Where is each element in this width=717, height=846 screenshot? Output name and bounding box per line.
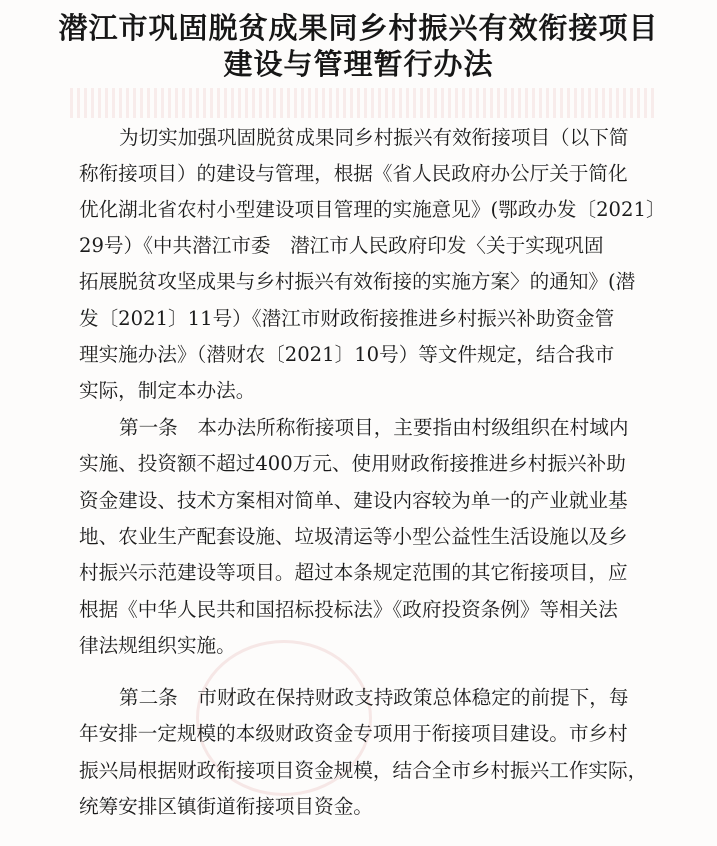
article-2-line: 第二条 市财政在保持财政支持政策总体稳定的前提下，每 xyxy=(119,686,629,709)
body-line: 发〔2021〕11号）《潜江市财政衔接推进乡村振兴补助资金管 xyxy=(79,307,615,330)
article-2-line: 统筹安排区镇街道衔接项目资金。 xyxy=(79,795,373,818)
body-line: 拓展脱贫攻坚成果与乡村振兴有效衔接的实施方案〉的通知》(潜 xyxy=(79,270,636,293)
document-title-line-2: 建设与管理暂行办法 xyxy=(223,47,494,81)
article-1-line: 实施、投资额不超过400万元、使用财政衔接推进乡村振兴补助 xyxy=(79,452,626,475)
article-2-line: 振兴局根据财政衔接项目资金规模，结合全市乡村振兴工作实际， xyxy=(79,759,648,782)
document-title-line-1: 潜江市巩固脱贫成果同乡村振兴有效衔接项目 xyxy=(58,11,659,45)
article-1-line: 第一条 本办法所称衔接项目，主要指由村级组织在村域内 xyxy=(119,416,629,439)
article-1-line: 地、农业生产配套设施、垃圾清运等小型公益性生活设施以及乡 xyxy=(79,525,628,548)
article-1-line: 根据《中华人民共和国招标投标法》《政府投资条例》等相关法 xyxy=(79,598,618,621)
article-1-line: 村振兴示范建设等项目。超过本条规定范围的其它衔接项目，应 xyxy=(79,561,628,584)
body-line: 称衔接项目）的建设与管理，根据《省人民政府办公厅关于简化 xyxy=(79,162,628,185)
body-line: 优化湖北省农村小型建设项目管理的实施意见》(鄂政办发〔2021〕 xyxy=(79,198,666,221)
body-line: 为切实加强巩固脱贫成果同乡村振兴有效衔接项目（以下简 xyxy=(119,126,629,149)
article-1-line: 资金建设、技术方案相对简单、建设内容较为单一的产业就业基 xyxy=(79,489,628,512)
red-watermark-band xyxy=(70,88,655,118)
article-1-line: 律法规组织实施。 xyxy=(79,634,236,657)
body-line: 29号）《中共潜江市委 潜江市人民政府印发〈关于实现巩固 xyxy=(79,234,604,257)
article-2-line: 年安排一定规模的本级财政资金专项用于衔接项目建设。市乡村 xyxy=(79,722,628,745)
body-line: 实际，制定本办法。 xyxy=(79,379,256,402)
body-line: 理实施办法》（潜财农〔2021〕10号）等文件规定，结合我市 xyxy=(79,343,615,366)
